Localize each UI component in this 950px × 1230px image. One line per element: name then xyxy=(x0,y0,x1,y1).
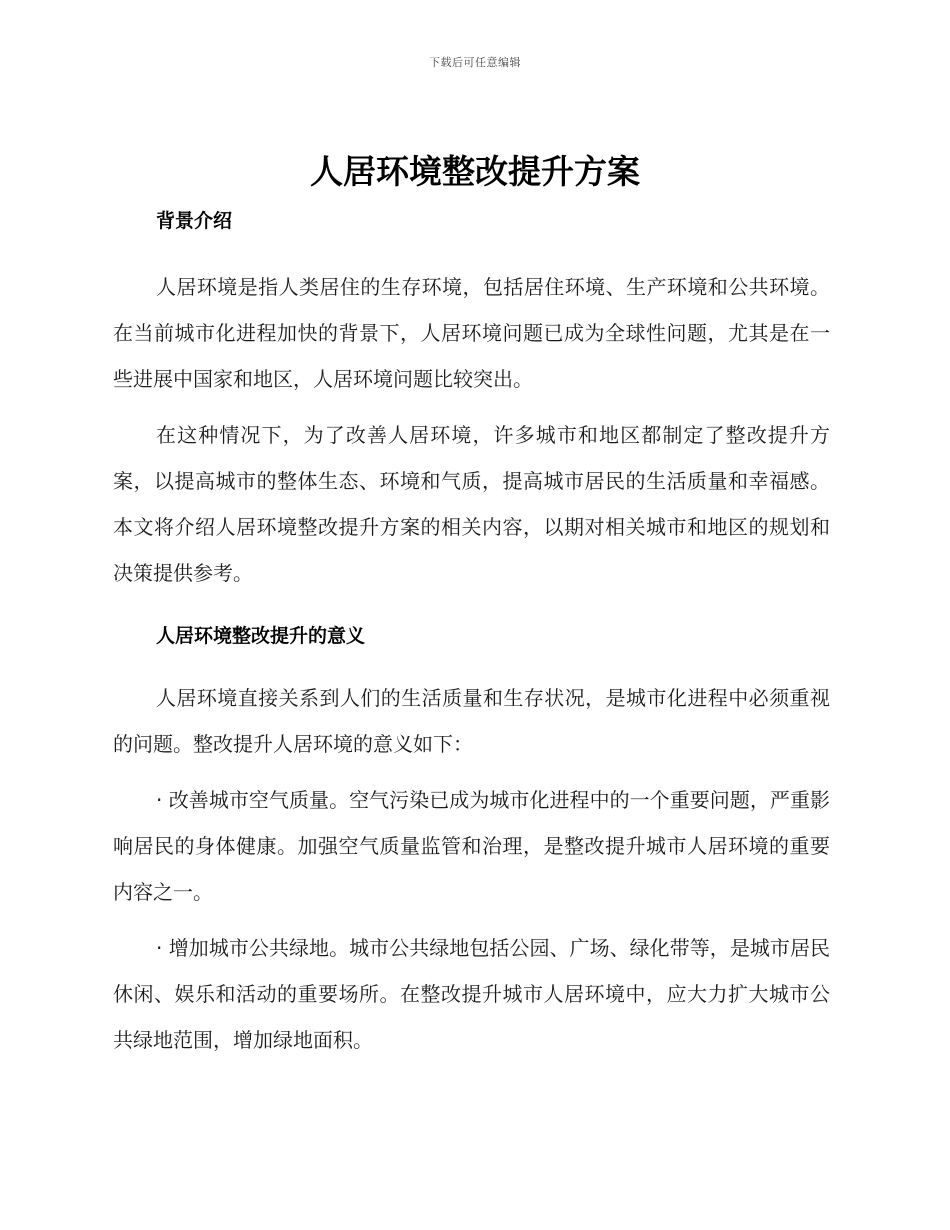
section-heading-background: 背景介绍 xyxy=(156,210,233,232)
document-body xyxy=(113,205,830,1063)
bullet-paragraph: · 改善城市空气质量。空气污染已成为城市化进程中的一个重要问题，严重影响居民的身体健康。加强空气质量监管和治理，是整改提升城市人居环境的重要内容之一。 xyxy=(113,788,830,904)
section-heading-significance: 人居环境整改提升的意义 xyxy=(156,625,366,647)
document-title: 人居环境整改提升方案 xyxy=(310,152,640,191)
paragraph: 人居环境是指人类居住的生存环境，包括居住环境、生产环境和公共环境。在当前城市化进程加快的背景下，人居环境问题已成为全球性问题，尤其是在一些进展中国家和地区，人居环境问题比较突出。 xyxy=(113,275,830,391)
paragraph: 在这种情况下，为了改善人居环境，许多城市和地区都制定了整改提升方案，以提高城市的整体生态、环境和气质，提高城市居民的生活质量和幸福感。本文将介绍人居环境整改提升方案的相关内容，以期对相关城市和地区的规划和决策提供参考。 xyxy=(113,423,830,585)
bullet-paragraph: · 增加城市公共绿地。城市公共绿地包括公园、广场、绿化带等，是城市居民休闲、娱乐和活动的重要场所。在整改提升城市人居环境中，应大力扩大城市公共绿地范围，增加绿地面积。 xyxy=(113,936,830,1052)
header-note: 下载后可任意编辑 xyxy=(429,56,521,69)
paragraph: 人居环境直接关系到人们的生活质量和生存状况，是城市化进程中必须重视的问题。整改提升人居环境的意义如下： xyxy=(113,686,830,756)
